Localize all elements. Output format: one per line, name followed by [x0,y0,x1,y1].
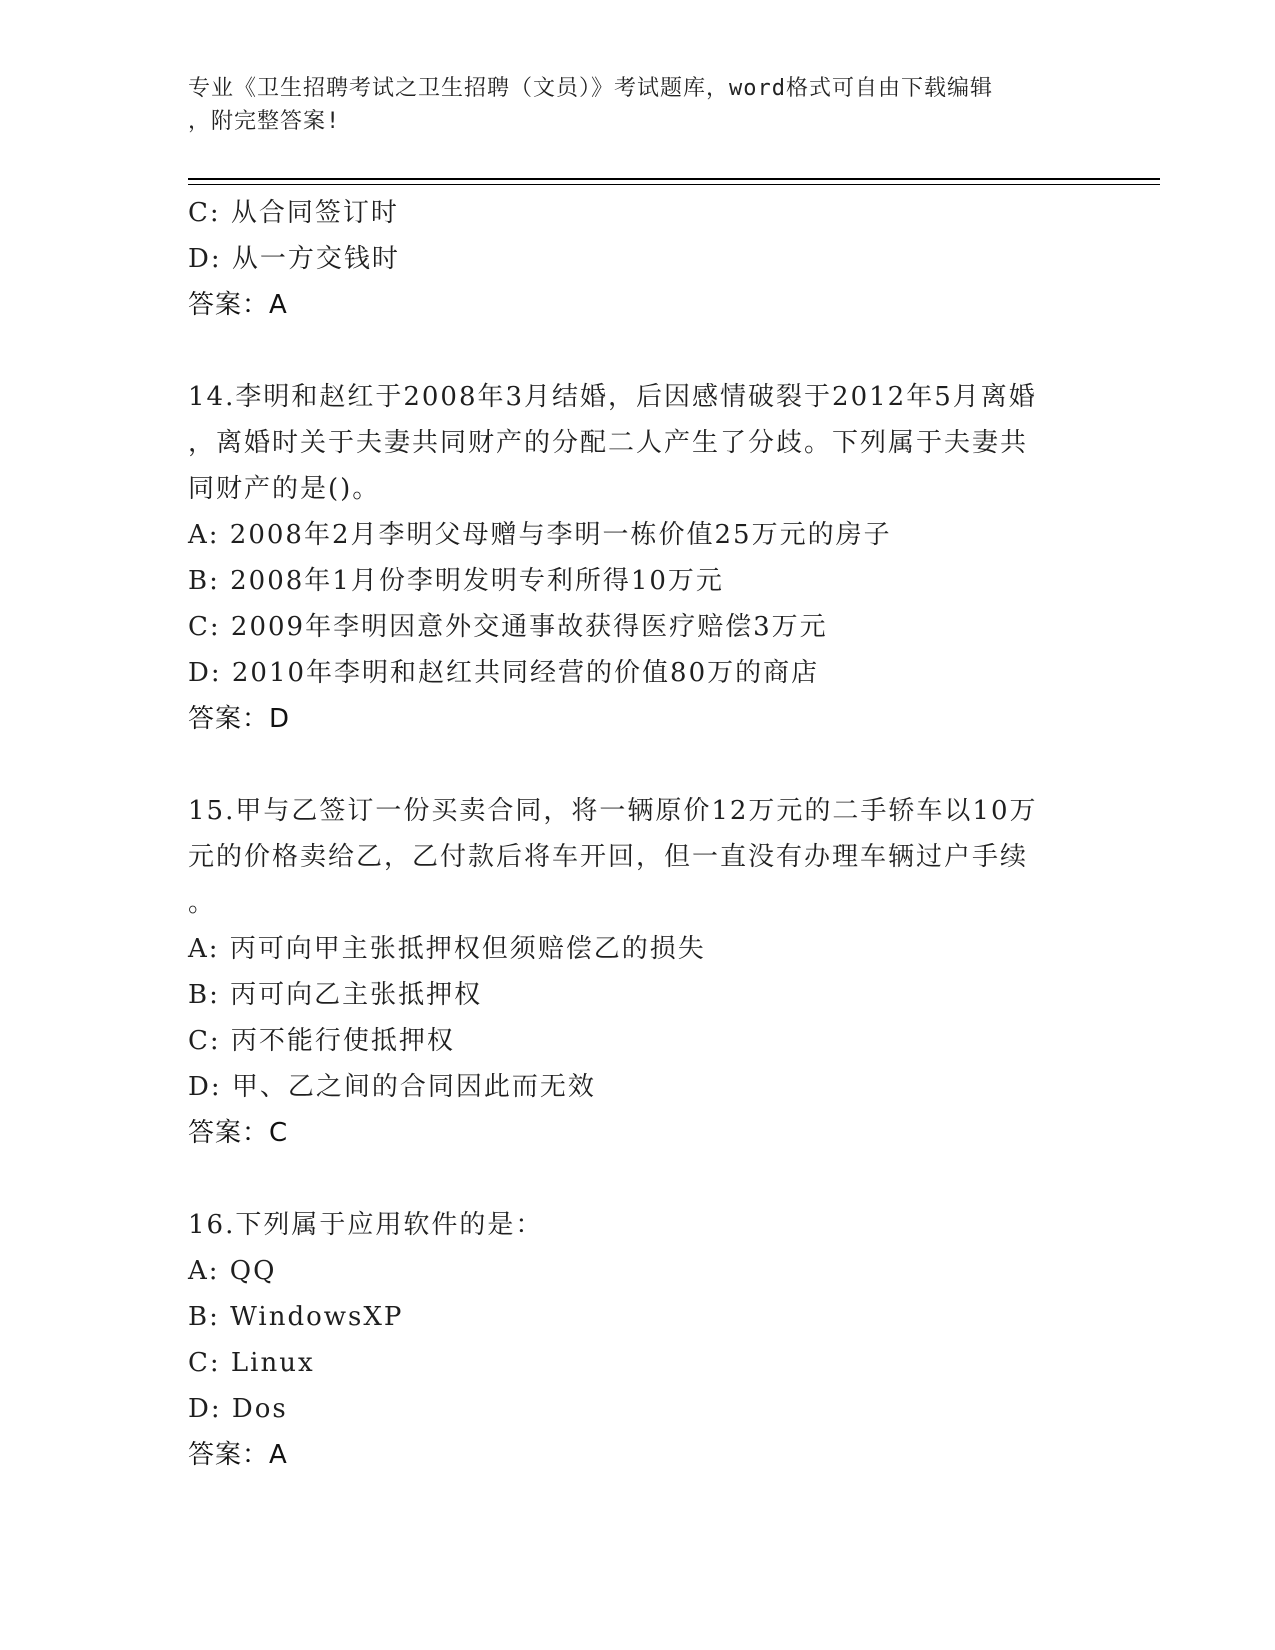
question-stem: 14.李明和赵红于2008年3月结婚，后因感情破裂于2012年5月离婚 [188,382,1037,412]
option-d: D: Dos [188,1394,288,1424]
question-stem: 。 [188,888,217,918]
option-d: D: 从一方交钱时 [188,244,400,274]
option-a: A: QQ [188,1256,277,1286]
header-divider-thin [188,184,1160,185]
option-c: C: 丙不能行使抵押权 [188,1026,455,1056]
question-14 [188,374,1068,742]
option-d: D: 甲、乙之间的合同因此而无效 [188,1072,596,1102]
option-d: D: 2010年李明和赵红共同经营的价值80万的商店 [188,658,820,688]
question-16 [188,1202,1068,1478]
answer-line: 答案：C [188,1118,289,1148]
question-15 [188,788,1068,1156]
header-divider-thick [188,178,1160,180]
option-a: A: 2008年2月李明父母赠与李明一栋价值25万元的房子 [188,520,892,550]
question-stem: 元的价格卖给乙，乙付款后将车开回，但一直没有办理车辆过户手续 [188,842,1029,872]
question-stem: 15.甲与乙签订一份买卖合同，将一辆原价12万元的二手轿车以10万 [188,796,1038,826]
page-header [188,72,1068,138]
option-c: C: 2009年李明因意外交通事故获得医疗赔偿3万元 [188,612,828,642]
answer-line: 答案：D [188,704,291,734]
option-b: B: 2008年1月份李明发明专利所得10万元 [188,566,724,596]
question-13-tail [188,190,1068,328]
option-c: C: 从合同签订时 [188,198,399,228]
answer-line: 答案：A [188,290,288,320]
header-line-1: 专业《卫生招聘考试之卫生招聘（文员）》考试题库，word格式可自由下载编辑 [188,76,993,101]
option-b: B: 丙可向乙主张抵押权 [188,980,483,1010]
option-b: B: WindowsXP [188,1302,404,1332]
question-list [188,190,1068,1478]
question-stem: 16.下列属于应用软件的是： [188,1210,544,1240]
spacer [188,328,1068,374]
option-a: A: 丙可向甲主张抵押权但须赔偿乙的损失 [188,934,706,964]
question-stem: 同财产的是()。 [188,474,381,504]
answer-line: 答案：A [188,1440,288,1470]
spacer [188,1156,1068,1202]
option-c: C: Linux [188,1348,315,1378]
header-line-2: ，附完整答案! [188,109,341,134]
question-stem: ，离婚时关于夫妻共同财产的分配二人产生了分歧。下列属于夫妻共 [188,428,1029,458]
spacer [188,742,1068,788]
